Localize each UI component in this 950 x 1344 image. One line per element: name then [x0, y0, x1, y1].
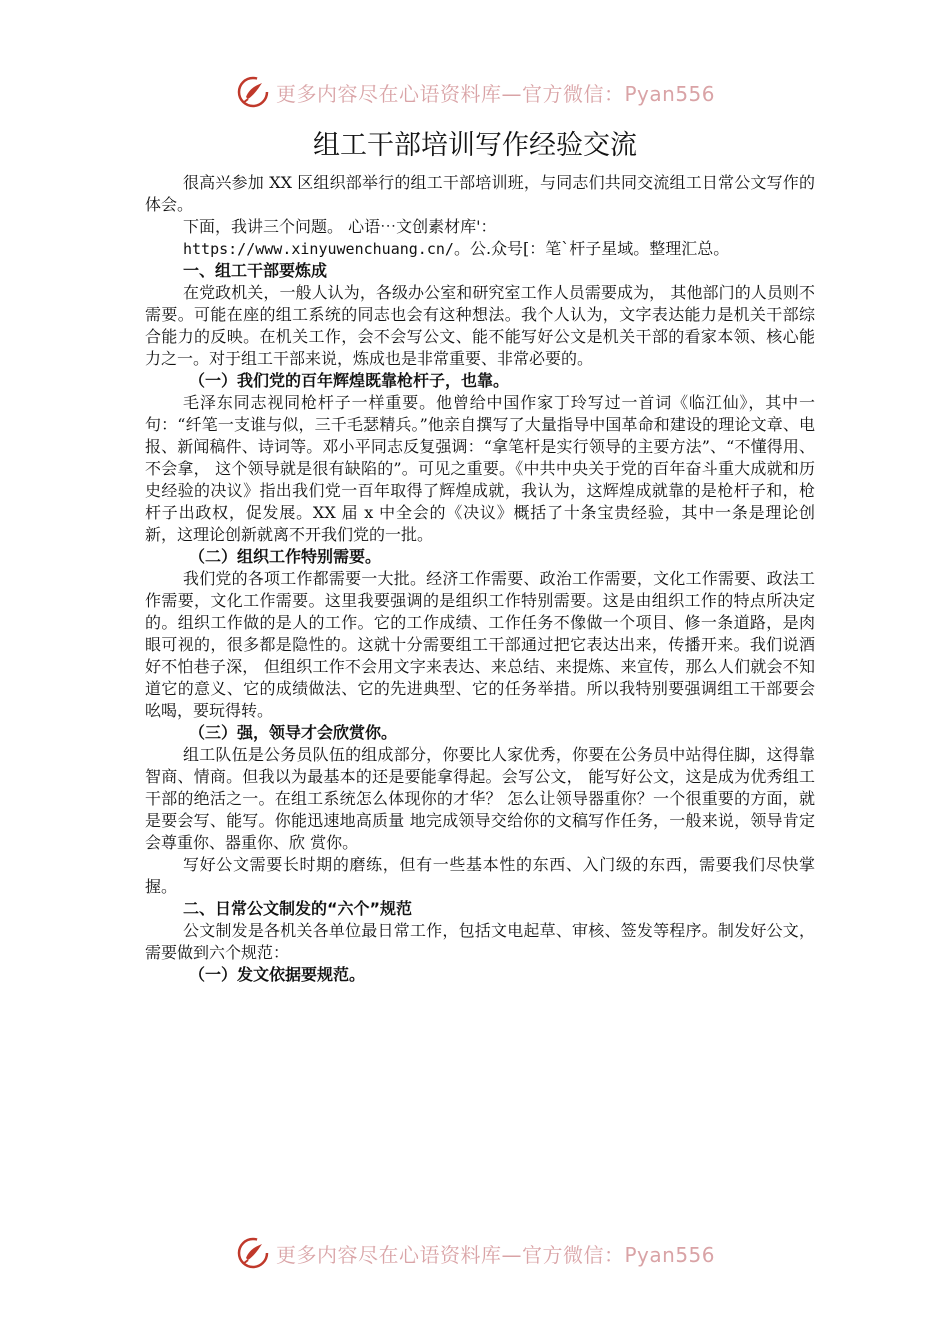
body-paragraph: 在党政机关，一般人认为，各级办公室和研究室工作人员需要成为， 其他部门的人员则不需要。可能在座的组工系统的同志也会有这种想法。我个人认为，文字表达能力是机关干部综合能力的反映。在机关工作，会不会写公文、能不能写好公文是机关干部的看家本领、核心能力之一。对于组工干部来说，炼成也是非常重要、非常必要的。 [145, 283, 815, 368]
body-paragraph: 公文制发是各机关各单位最日常工作，包括文电起草、审核、签发等程序。制发好公文，需要做到六个规范： [145, 921, 815, 962]
logo-icon [236, 1236, 270, 1270]
body-paragraph: 写好公文需要长时期的磨练，但有一些基本性的东西、入门级的东西，需要我们尽快掌握。 [145, 855, 815, 896]
watermark-text: 更多内容尽在心语资料库—官方微信：Pyan556 [276, 81, 716, 106]
section-heading: 一、组工干部要炼成 [183, 261, 328, 280]
intro-paragraph: 下面，我讲三个问题。 心语⋯文创素材库'： [183, 217, 497, 236]
body-paragraph: 我们党的各项工作都需要一大批。经济工作需要、政治工作需要，文化工作需要、政法工作需要，文化工作需要。这里我要强调的是组织工作特别需要。这是由组织工作的特点所决定的。组织工作做的是人的工作。它的工作成绩、工作任务不像做一个项目、修一条道路，是肉眼可视的，很多都是隐性的。这就十分需要组工干部通过把它表达出来，传播开来。我们说酒好不怕巷子深， 但组织工作不会用文字来表达、来总结、来提炼、来宣传，那么人们就会不知道它的意义、它的成绩做法、它的先进典型、它的任务举措。所以我特别要强调组工干部要会吆喝，要玩得转。 [145, 569, 815, 720]
logo-icon [236, 75, 270, 109]
watermark-banner-bottom [236, 1233, 756, 1273]
document-body [145, 172, 815, 986]
subsection-heading: （二）组织工作特别需要。 [189, 547, 382, 566]
subsection-heading: （三）强，领导才会欣赏你。 [189, 723, 398, 742]
subsection-heading: （一）我们党的百年辉煌既靠枪杆子，也靠。 [189, 371, 510, 390]
document-title: 组工干部培训写作经验交流 [313, 130, 637, 161]
intro-paragraph: 很高兴参加 XX 区组织部举行的组工干部培训班，与同志们共同交流组工日常公文写作的体会。 [145, 173, 815, 214]
watermark-banner-top [236, 72, 756, 112]
subsection-heading: （一）发文依据要规范。 [189, 965, 366, 984]
source-line [145, 238, 815, 260]
section-heading: 二、日常公文制发的“六个”规范 [183, 899, 413, 918]
source-suffix: 。公.众号[：笔`杆子星域。整理汇总。 [453, 239, 730, 258]
body-paragraph: 组工队伍是公务员队伍的组成部分，你要比人家优秀，你要在公务员中站得住脚，这得靠智商、情商。但我以为最基本的还是要能拿得起。会写公文， 能写好公文，这是成为优秀组工干部的绝活之一。在组工系统怎么体现你的才华？ 怎么让领导器重你？一个很重要的方面，就是要会写、能写。你能迅速地高质量 地完成领导交给你的文稿写作任务，一般来说，领导肯定会尊重你、器重你、欣 赏你。 [145, 745, 815, 852]
watermark-text: 更多内容尽在心语资料库—官方微信：Pyan556 [276, 1242, 716, 1267]
source-url: https://www.xinyuwenchuang.cn/ [183, 240, 454, 258]
body-paragraph: 毛泽东同志视同枪杆子一样重要。他曾给中国作家丁玲写过一首词《临江仙》，其中一句：“纤笔一支谁与似，三千毛瑟精兵。”他亲自撰写了大量指导中国革命和建设的理论文章、电报、新闻稿件、诗词等。邓小平同志反复强调：“拿笔杆是实行领导的主要方法”、“不懂得用、不会拿， 这个领导就是很有缺陷的”。可见之重要。《中共中央关于党的百年奋斗重大成就和历史经验的决议》指出我们党一百年取得了辉煌成就，我认为，这辉煌成就靠的是枪杆子和，枪杆子出政权，促发展。XX 届 x 中全会的《决议》概括了十条宝贵经验，其中一条是理论创新，这理论创新就离不开我们党的一批。 [145, 393, 815, 544]
